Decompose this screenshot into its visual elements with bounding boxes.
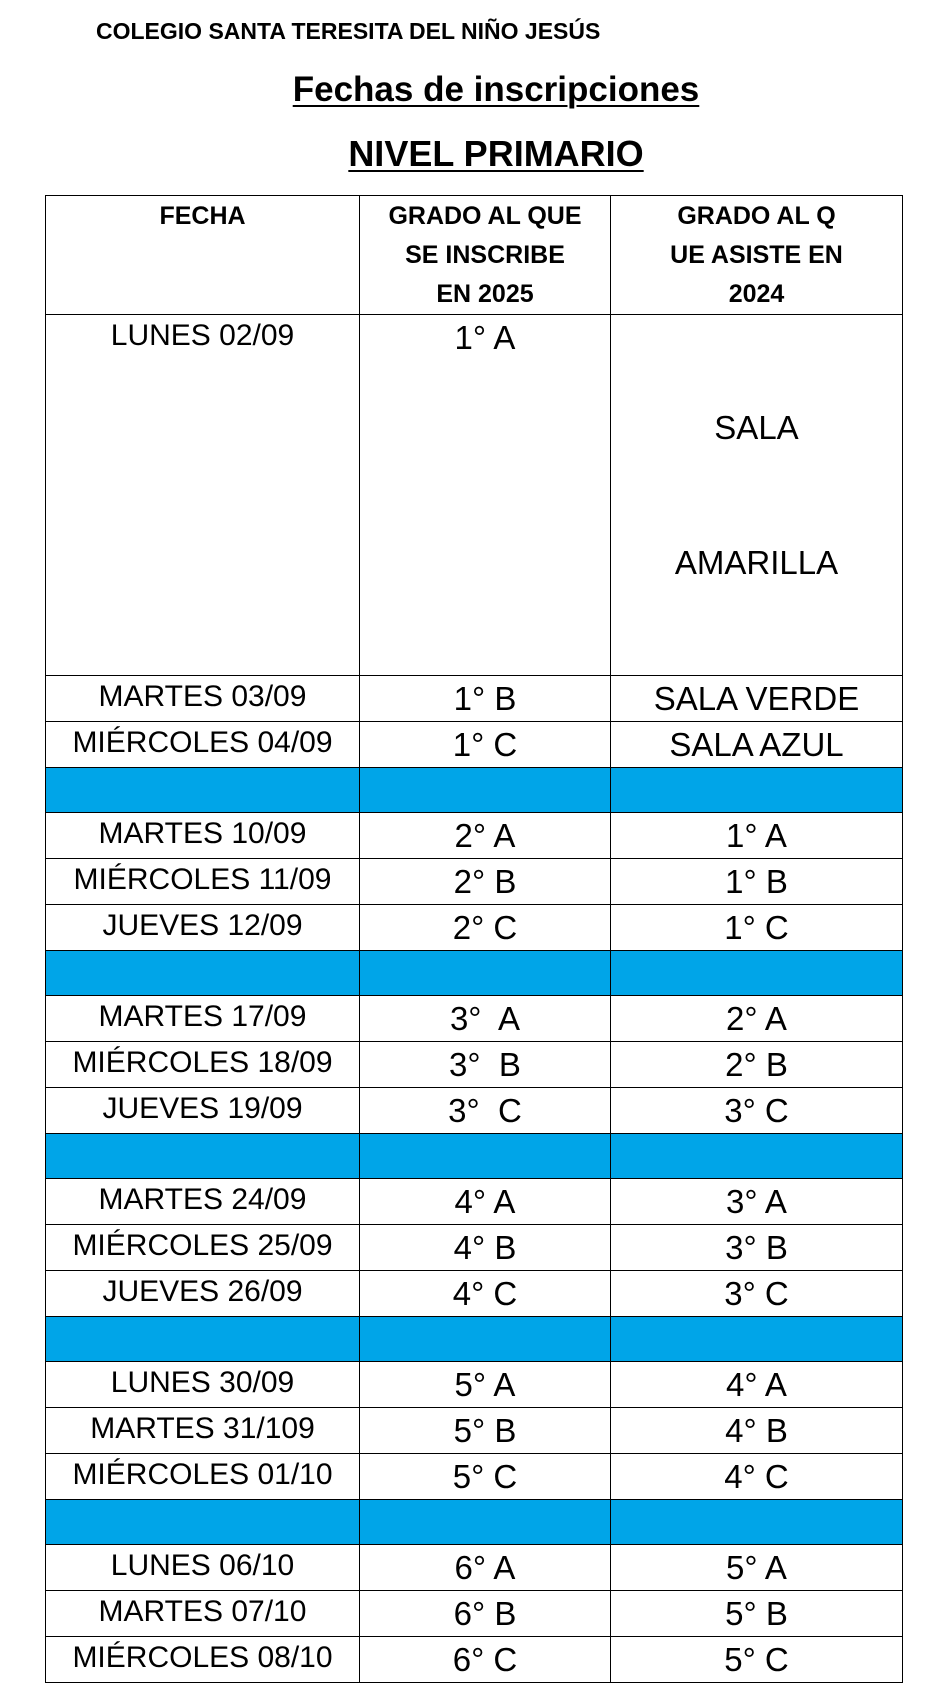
date-cell: MARTES 31/109 bbox=[46, 1408, 360, 1454]
grade-2025-cell: 3° C bbox=[360, 1088, 611, 1134]
separator-cell bbox=[360, 1134, 611, 1179]
table-row bbox=[46, 1545, 903, 1591]
header-grade-2025 bbox=[360, 196, 611, 315]
table-row bbox=[46, 905, 903, 951]
grade-2025-cell: 3° B bbox=[360, 1042, 611, 1088]
table-header-row bbox=[46, 196, 903, 315]
header-date-line1: FECHA bbox=[159, 202, 246, 230]
date-cell: MARTES 07/10 bbox=[46, 1591, 360, 1637]
date-cell: MIÉRCOLES 08/10 bbox=[46, 1637, 360, 1683]
separator-cell bbox=[360, 1500, 611, 1545]
grade-2025-cell: 1° A bbox=[360, 315, 611, 676]
grade-2025-cell: 2° B bbox=[360, 859, 611, 905]
separator-row bbox=[46, 951, 903, 996]
table-row bbox=[46, 1088, 903, 1134]
enrollment-table bbox=[45, 195, 903, 1683]
grade-2024-cell: 3° B bbox=[611, 1225, 903, 1271]
grade-2024-cell: 3° C bbox=[611, 1271, 903, 1317]
table-row bbox=[46, 996, 903, 1042]
table-row bbox=[46, 813, 903, 859]
date-cell: MARTES 10/09 bbox=[46, 813, 360, 859]
grade-2025-cell: 4° C bbox=[360, 1271, 611, 1317]
school-name: COLEGIO SANTA TERESITA DEL NIÑO JESÚS bbox=[96, 18, 601, 44]
grade-2024-line2: AMARILLA bbox=[674, 544, 839, 581]
separator-row bbox=[46, 768, 903, 813]
separator-cell bbox=[46, 1134, 360, 1179]
date-cell: MARTES 24/09 bbox=[46, 1179, 360, 1225]
grade-2024-cell: 5° A bbox=[611, 1545, 903, 1591]
table-row bbox=[46, 722, 903, 768]
grade-2025-cell: 6° A bbox=[360, 1545, 611, 1591]
header-grade-2024-line2: UE ASISTE EN bbox=[670, 241, 843, 269]
grade-2024-cell bbox=[611, 315, 903, 676]
header-date bbox=[46, 196, 360, 315]
header-grade-2024-line1: GRADO AL Q bbox=[677, 202, 836, 230]
grade-2024-cell: 2° A bbox=[611, 996, 903, 1042]
date-cell: LUNES 06/10 bbox=[46, 1545, 360, 1591]
separator-cell bbox=[360, 951, 611, 996]
date-cell: JUEVES 19/09 bbox=[46, 1088, 360, 1134]
date-cell: MIÉRCOLES 01/10 bbox=[46, 1454, 360, 1500]
grade-2024-cell: 1° B bbox=[611, 859, 903, 905]
separator-cell bbox=[611, 1134, 903, 1179]
grade-2024-cell: 1° C bbox=[611, 905, 903, 951]
table-row bbox=[46, 1271, 903, 1317]
separator-row bbox=[46, 1500, 903, 1545]
date-cell: LUNES 30/09 bbox=[46, 1362, 360, 1408]
separator-cell bbox=[611, 768, 903, 813]
separator-cell bbox=[611, 1500, 903, 1545]
grade-2025-cell: 5° A bbox=[360, 1362, 611, 1408]
table-row bbox=[46, 1042, 903, 1088]
date-cell: JUEVES 26/09 bbox=[46, 1271, 360, 1317]
grade-2025-cell: 5° C bbox=[360, 1454, 611, 1500]
date-cell: JUEVES 12/09 bbox=[46, 905, 360, 951]
table-row bbox=[46, 1637, 903, 1683]
table-row bbox=[46, 1591, 903, 1637]
date-cell: MIÉRCOLES 04/09 bbox=[46, 722, 360, 768]
separator-cell bbox=[46, 768, 360, 813]
separator-cell bbox=[611, 1317, 903, 1362]
table-row bbox=[46, 1225, 903, 1271]
grade-2024-line1: SALA bbox=[714, 409, 799, 446]
header-grade-2024 bbox=[611, 196, 903, 315]
table-row bbox=[46, 1179, 903, 1225]
date-cell: MIÉRCOLES 11/09 bbox=[46, 859, 360, 905]
separator-row bbox=[46, 1317, 903, 1362]
grade-2025-cell: 5° B bbox=[360, 1408, 611, 1454]
separator-cell bbox=[360, 768, 611, 813]
table-row bbox=[46, 859, 903, 905]
grade-2024-cell: 3° C bbox=[611, 1088, 903, 1134]
grade-2024-cell: SALA AZUL bbox=[611, 722, 903, 768]
page-subtitle: NIVEL PRIMARIO bbox=[348, 133, 644, 174]
grade-2024-cell: 4° B bbox=[611, 1408, 903, 1454]
table-row bbox=[46, 1362, 903, 1408]
grade-2024-cell: 5° C bbox=[611, 1637, 903, 1683]
grade-2024-cell: SALA VERDE bbox=[611, 676, 903, 722]
table-row bbox=[46, 1408, 903, 1454]
header-grade-2025-line3: EN 2025 bbox=[436, 280, 534, 308]
separator-cell bbox=[46, 951, 360, 996]
grade-2025-cell: 6° C bbox=[360, 1637, 611, 1683]
header-grade-2024-line3: 2024 bbox=[728, 280, 785, 308]
date-cell: MARTES 17/09 bbox=[46, 996, 360, 1042]
grade-2025-cell: 2° C bbox=[360, 905, 611, 951]
grade-2025-cell: 3° A bbox=[360, 996, 611, 1042]
date-cell: MIÉRCOLES 18/09 bbox=[46, 1042, 360, 1088]
grade-2025-cell: 6° B bbox=[360, 1591, 611, 1637]
grade-2025-cell: 4° B bbox=[360, 1225, 611, 1271]
grade-2025-cell: 2° A bbox=[360, 813, 611, 859]
separator-cell bbox=[611, 951, 903, 996]
grade-2024-cell: 3° A bbox=[611, 1179, 903, 1225]
separator-cell bbox=[360, 1317, 611, 1362]
date-cell: LUNES 02/09 bbox=[46, 315, 360, 676]
grade-2025-cell: 4° A bbox=[360, 1179, 611, 1225]
grade-2024-cell: 4° A bbox=[611, 1362, 903, 1408]
grade-2024-cell: 1° A bbox=[611, 813, 903, 859]
header-grade-2025-line2: SE INSCRIBE bbox=[405, 241, 565, 269]
grade-2025-cell: 1° C bbox=[360, 722, 611, 768]
page-title: Fechas de inscripciones bbox=[292, 70, 700, 109]
table-row bbox=[46, 315, 903, 676]
header-grade-2025-line1: GRADO AL QUE bbox=[388, 202, 582, 230]
table-row bbox=[46, 1454, 903, 1500]
date-cell: MIÉRCOLES 25/09 bbox=[46, 1225, 360, 1271]
table-row bbox=[46, 676, 903, 722]
separator-cell bbox=[46, 1317, 360, 1362]
grade-2024-cell: 4° C bbox=[611, 1454, 903, 1500]
date-cell: MARTES 03/09 bbox=[46, 676, 360, 722]
separator-cell bbox=[46, 1500, 360, 1545]
grade-2024-cell: 2° B bbox=[611, 1042, 903, 1088]
grade-2025-cell: 1° B bbox=[360, 676, 611, 722]
separator-row bbox=[46, 1134, 903, 1179]
grade-2024-cell: 5° B bbox=[611, 1591, 903, 1637]
